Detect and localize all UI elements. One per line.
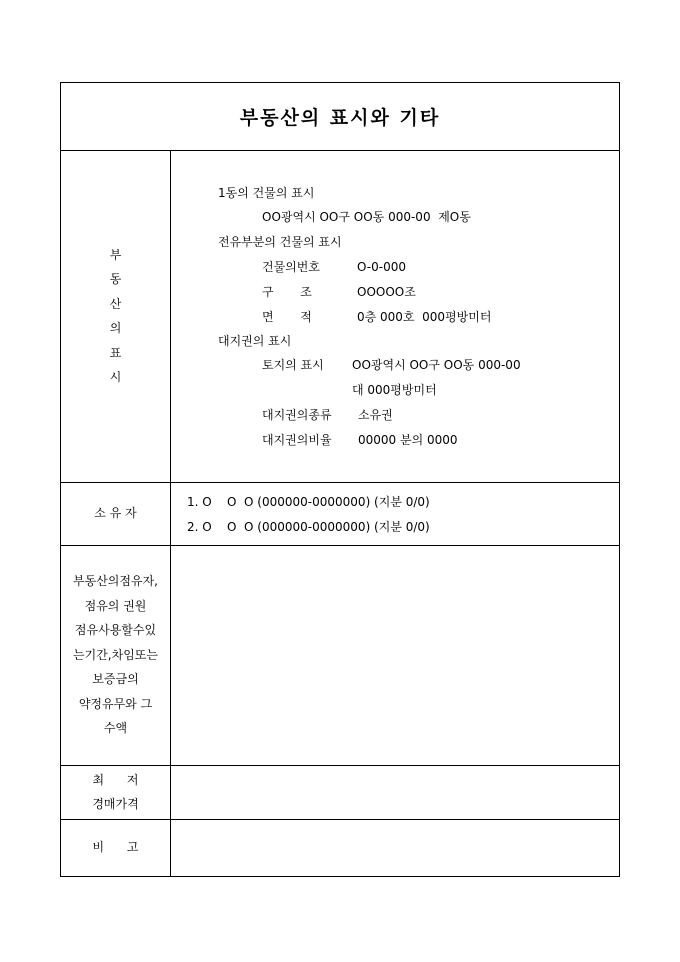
column-divider [170, 150, 171, 876]
remarks-label: 비 고 [92, 840, 139, 855]
land-area: 대 000평방미터 [352, 383, 437, 397]
area-value: 0층 000호 000평방미터 [357, 310, 492, 324]
structure-label: 구 조 [262, 285, 312, 299]
occupancy-label-line: 는기간,차임또는 [73, 647, 158, 662]
property-label-char: 산 [109, 296, 122, 311]
structure-value: OOOOO조 [357, 285, 416, 299]
property-label-char: 부 [109, 247, 122, 262]
property-label-char: 동 [109, 272, 122, 286]
building-address: OO광역시 OO구 OO동 000-00 제O동 [262, 210, 471, 224]
occupancy-label-line: 점유사용할수있 [74, 623, 157, 638]
land-address: OO광역시 OO구 OO동 000-00 [352, 358, 521, 372]
unit-number-value: O-0-000 [357, 260, 406, 274]
occupancy-label-line: 부동산의점유자, [73, 574, 158, 589]
area-label: 면 적 [262, 310, 312, 324]
right-type-value: 소유권 [358, 408, 393, 422]
min-price-label-line: 최 저 [92, 772, 139, 787]
building-heading: 1동의 건물의 표시 [218, 186, 315, 200]
right-ratio-label: 대지권의비율 [262, 433, 332, 447]
land-label: 토지의 표시 [262, 358, 324, 372]
property-label [61, 150, 170, 482]
unit-number-label: 건물의번호 [262, 260, 320, 274]
property-label-char: 의 [109, 321, 122, 335]
occupancy-label-line: 수액 [103, 721, 128, 736]
occupancy-label [61, 545, 170, 765]
property-form-table [60, 82, 620, 877]
min-price-label [61, 765, 170, 819]
property-label-char: 시 [109, 370, 122, 384]
form-title: 부동산의 표시와 기타 [239, 107, 441, 129]
occupancy-label-line: 점유의 권원 [84, 598, 147, 613]
owner-entry: 2. O O O (000000-0000000) (지분 0/0) [187, 520, 430, 534]
owner-label: 소 유 자 [94, 506, 137, 521]
property-label-char: 표 [109, 345, 122, 360]
unit-heading: 전유부분의 건물의 표시 [218, 235, 342, 249]
min-price-label-line: 경매가격 [92, 797, 139, 811]
occupancy-label-line: 보증금의 [92, 672, 139, 687]
occupancy-label-line: 약정유무와 그 [78, 696, 153, 711]
right-type-label: 대지권의종류 [262, 408, 332, 422]
land-heading: 대지권의 표시 [218, 334, 292, 348]
right-ratio-value: 00000 분의 0000 [358, 433, 458, 447]
owner-entry: 1. O O O (000000-0000000) (지분 0/0) [187, 495, 430, 509]
